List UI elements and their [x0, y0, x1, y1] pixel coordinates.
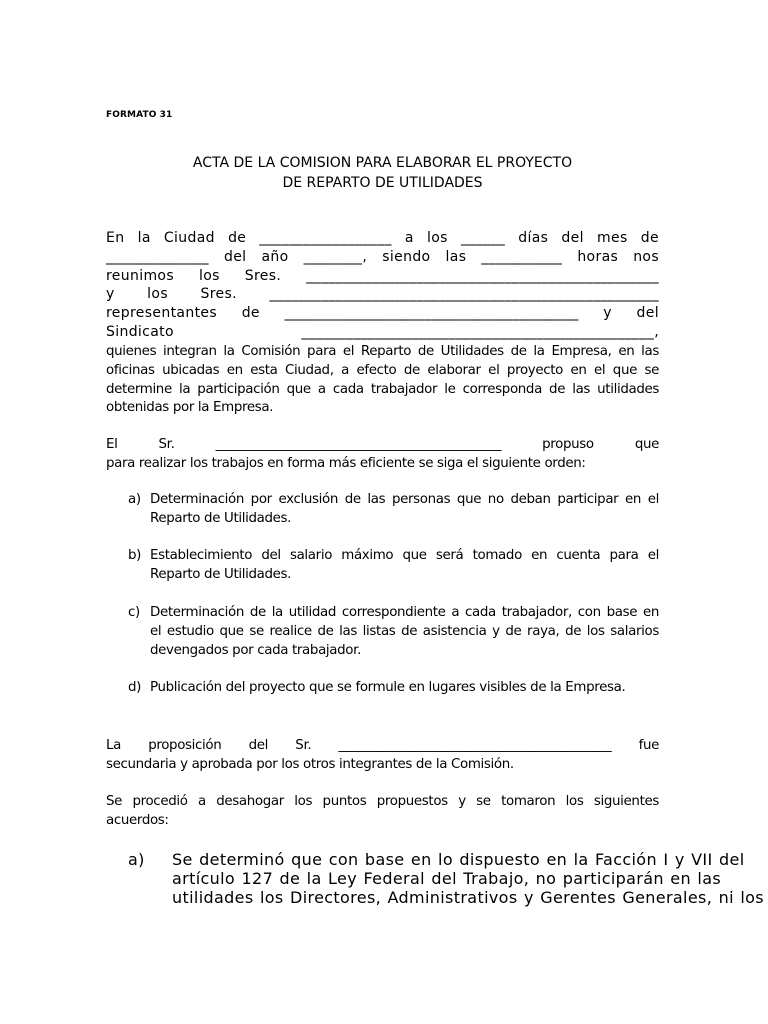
intro-line-1: En la Ciudad de __________________ a los ______ días del mes de — [106, 230, 659, 246]
title-line-2: DE REPARTO DE UTILIDADES — [282, 175, 483, 191]
intro-line-5: representantes de ________________________________________ y del — [106, 305, 659, 322]
intro-line-8: oficinas ubicadas en esta Ciudad, a efecto de elaborar el proyecto en el que se — [106, 362, 659, 378]
intro-line-6: Sindicato ________________________________________________, — [106, 323, 659, 340]
intro-paragraph — [106, 229, 659, 342]
seconded-line-1: La proposición del Sr. ___________________________________________ fue — [106, 738, 659, 753]
item-line: Publicación del proyecto que se formule en lugares visibles de la Empresa. — [150, 680, 626, 695]
proceeded-line-1: Se procedió a desahogar los puntos propuestos y se tomaron los siguientes — [106, 794, 659, 809]
agreement-line: utilidades los Directores, Administrativos y Gerentes Generales, ni los — [172, 887, 764, 907]
proposal-paragraph — [106, 436, 659, 474]
title-line-1: ACTA DE LA COMISION PARA ELABORAR EL PROYECTO — [192, 155, 573, 171]
proposal-line-2: para realizar los trabajos en forma más eficiente se siga el siguiente orden: — [106, 455, 586, 471]
item-line: Reparto de Utilidades. — [150, 510, 292, 526]
intro-line-3: reunimos los Sres. ________________________________________________ — [106, 267, 659, 284]
agreement-marker: a) — [128, 850, 145, 869]
agreement-line: artículo 127 de la Ley Federal del Trabajo, no participarán en las — [172, 868, 722, 888]
item-marker: b) — [128, 548, 142, 563]
document-title — [106, 153, 659, 193]
intro-line-9: determine la participación que a cada trabajador le corresponda de las utilidades — [106, 381, 659, 397]
intro-paragraph-cont — [106, 343, 659, 418]
proposal-line-1: El Sr. _____________________________________________ propuso que — [106, 437, 659, 452]
form-code: FORMATO 31 — [106, 110, 173, 120]
item-line: Determinación por exclusión de las personas que no deban participar en el — [150, 492, 659, 507]
item-line: el estudio que se realice de las listas de asistencia y de raya, de los salarios — [150, 623, 659, 639]
item-line: devengados por cada trabajador. — [150, 642, 361, 658]
item-line: Determinación de la utilidad correspondiente a cada trabajador, con base en — [150, 605, 659, 620]
item-marker: a) — [128, 492, 141, 507]
item-line: Establecimiento del salario máximo que será tomado en cuenta para el — [150, 548, 659, 563]
item-line: Reparto de Utilidades. — [150, 566, 292, 582]
intro-line-2: ______________ del año ________, siendo las ___________ horas nos — [106, 248, 659, 265]
proceeded-paragraph — [106, 793, 659, 831]
agreement-line: Se determinó que con base en lo dispuesto en la Facción I y VII del — [172, 850, 745, 869]
seconded-line-2: secundaria y aprobada por los otros integrantes de la Comisión. — [106, 756, 514, 772]
intro-line-4: y los Sres. _____________________________________________________ — [106, 286, 659, 303]
item-marker: c) — [128, 605, 140, 620]
seconded-paragraph — [106, 737, 659, 775]
intro-line-10: obtenidas por la Empresa. — [106, 400, 274, 416]
item-marker: d) — [128, 680, 142, 695]
intro-line-7: quienes integran la Comisión para el Reparto de Utilidades de la Empresa, en las — [106, 344, 659, 359]
proceeded-line-2: acuerdos: — [106, 812, 169, 828]
